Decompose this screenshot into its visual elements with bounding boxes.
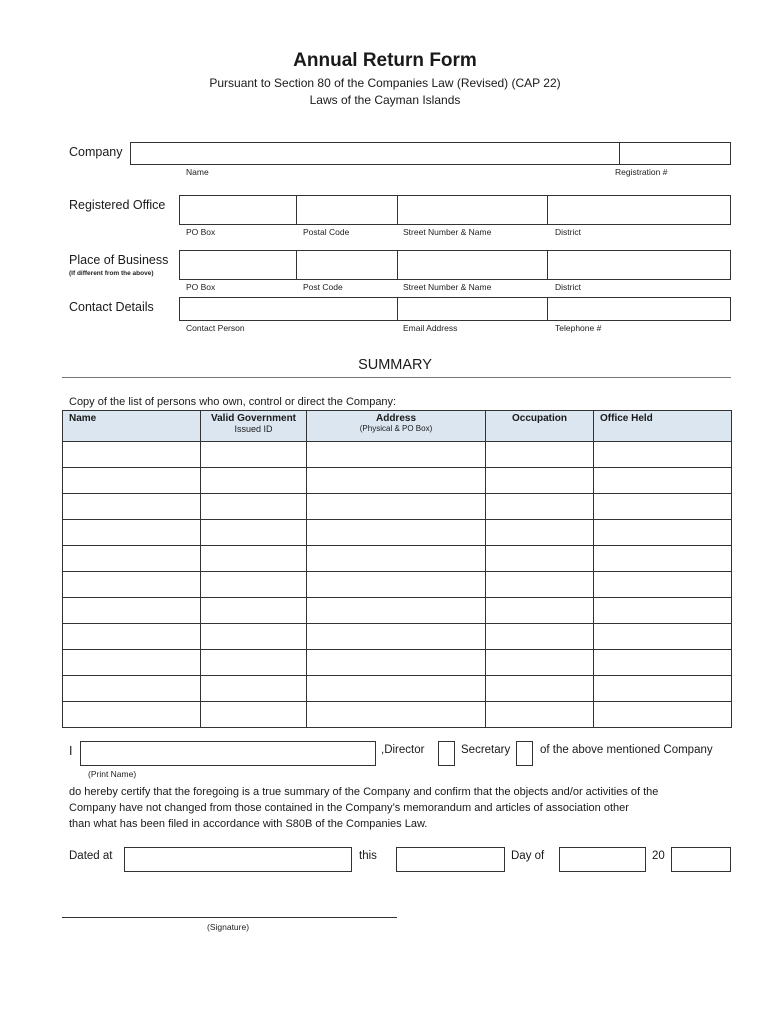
table-row	[63, 598, 732, 624]
contact-person-caption: Contact Person	[186, 323, 245, 333]
column-header-id	[201, 411, 307, 442]
table-cell[interactable]	[486, 676, 594, 702]
table-cell[interactable]	[307, 676, 486, 702]
form-subtitle-law: Pursuant to Section 80 of the Companies Law (Revised) (CAP 22)	[209, 76, 561, 90]
certify-text-line1: do hereby certify that the foregoing is a true summary of the Company and confirm that the objects and/or activities of the	[69, 786, 659, 798]
registered-office-district-field[interactable]	[547, 195, 731, 225]
registered-office-pobox-field[interactable]	[179, 195, 297, 225]
contact-telephone-field[interactable]	[547, 297, 731, 321]
table-row	[63, 702, 732, 728]
table-cell[interactable]	[63, 442, 201, 468]
table-cell[interactable]	[486, 650, 594, 676]
director-checkbox[interactable]	[438, 741, 455, 766]
table-row	[63, 442, 732, 468]
registered-office-district-caption: District	[555, 227, 581, 237]
table-cell[interactable]	[307, 442, 486, 468]
certify-text-line2: Company have not changed from those contained in the Company’s memorandum and articles of association other	[69, 802, 629, 814]
mentioned-company-text: of the above mentioned Company	[540, 744, 713, 756]
table-cell[interactable]	[63, 676, 201, 702]
contact-email-caption: Email Address	[403, 323, 458, 333]
dated-at-field[interactable]	[124, 847, 352, 872]
signature-caption: (Signature)	[207, 922, 250, 932]
table-cell[interactable]	[594, 572, 732, 598]
table-cell[interactable]	[201, 442, 307, 468]
place-of-business-note: (If different from the above)	[69, 270, 154, 277]
persons-table	[62, 410, 732, 728]
business-street-caption: Street Number & Name	[403, 282, 492, 292]
table-cell[interactable]	[63, 468, 201, 494]
month-field[interactable]	[559, 847, 646, 872]
table-cell[interactable]	[63, 598, 201, 624]
table-row	[63, 546, 732, 572]
table-row	[63, 520, 732, 546]
table-cell[interactable]	[486, 598, 594, 624]
table-cell[interactable]	[486, 546, 594, 572]
secretary-label: Secretary	[461, 744, 511, 756]
table-cell[interactable]	[486, 572, 594, 598]
company-name-field[interactable]	[130, 142, 620, 165]
business-street-field[interactable]	[397, 250, 548, 280]
business-postcode-field[interactable]	[296, 250, 398, 280]
business-pobox-caption: PO Box	[186, 282, 216, 292]
persons-table-header	[63, 411, 732, 442]
table-cell[interactable]	[63, 702, 201, 728]
day-of-label: Day of	[511, 850, 545, 862]
table-cell[interactable]	[594, 702, 732, 728]
table-cell[interactable]	[201, 572, 307, 598]
contact-telephone-caption: Telephone #	[555, 323, 602, 333]
column-header-id-line2: Issued ID	[234, 424, 273, 434]
company-registration-caption: Registration #	[615, 167, 668, 177]
registered-office-street-field[interactable]	[397, 195, 548, 225]
year-prefix-label: 20	[652, 850, 665, 862]
this-label: this	[359, 850, 377, 862]
column-header-occupation: Occupation	[486, 411, 594, 442]
signature-line[interactable]	[62, 917, 397, 918]
company-name-caption: Name	[186, 167, 209, 177]
table-cell[interactable]	[307, 650, 486, 676]
year-field[interactable]	[671, 847, 731, 872]
summary-divider	[62, 377, 731, 378]
table-cell[interactable]	[307, 624, 486, 650]
column-header-address	[307, 411, 486, 442]
secretary-checkbox[interactable]	[516, 741, 533, 766]
business-district-field[interactable]	[547, 250, 731, 280]
contact-person-field[interactable]	[179, 297, 398, 321]
table-cell[interactable]	[201, 468, 307, 494]
company-label: Company	[69, 145, 123, 159]
table-cell[interactable]	[201, 650, 307, 676]
table-cell[interactable]	[307, 520, 486, 546]
business-postcode-caption: Post Code	[303, 282, 343, 292]
business-district-caption: District	[555, 282, 581, 292]
table-cell[interactable]	[594, 520, 732, 546]
column-header-address-title: Address	[375, 413, 416, 424]
print-name-caption: (Print Name)	[88, 769, 137, 779]
certify-i-label: I	[69, 744, 73, 758]
column-header-address-sub: (Physical & PO Box)	[359, 424, 433, 433]
registered-office-postal-field[interactable]	[296, 195, 398, 225]
table-cell[interactable]	[201, 520, 307, 546]
table-cell[interactable]	[307, 572, 486, 598]
table-row	[63, 572, 732, 598]
table-cell[interactable]	[201, 676, 307, 702]
table-cell[interactable]	[63, 624, 201, 650]
table-cell[interactable]	[201, 702, 307, 728]
registered-office-street-caption: Street Number & Name	[403, 227, 492, 237]
column-header-name: Name	[63, 411, 201, 442]
place-of-business-label: Place of Business	[69, 253, 169, 267]
registered-office-pobox-caption: PO Box	[186, 227, 216, 237]
table-cell[interactable]	[201, 494, 307, 520]
table-cell[interactable]	[201, 598, 307, 624]
table-cell[interactable]	[307, 598, 486, 624]
director-label: ,Director	[381, 744, 425, 756]
business-pobox-field[interactable]	[179, 250, 297, 280]
print-name-field[interactable]	[80, 741, 376, 766]
table-cell[interactable]	[63, 572, 201, 598]
table-cell[interactable]	[486, 702, 594, 728]
table-cell[interactable]	[307, 702, 486, 728]
company-registration-field[interactable]	[619, 142, 731, 165]
certify-text-line3: than what has been filed in accordance with S80B of the Companies Law.	[69, 818, 428, 830]
table-cell[interactable]	[201, 624, 307, 650]
table-cell[interactable]	[63, 546, 201, 572]
table-cell[interactable]	[594, 676, 732, 702]
table-cell[interactable]	[307, 468, 486, 494]
day-field[interactable]	[396, 847, 505, 872]
column-header-office: Office Held	[594, 411, 732, 442]
table-cell[interactable]	[63, 494, 201, 520]
table-cell[interactable]	[307, 494, 486, 520]
table-cell[interactable]	[63, 520, 201, 546]
table-cell[interactable]	[486, 468, 594, 494]
table-cell[interactable]	[63, 650, 201, 676]
table-cell[interactable]	[594, 624, 732, 650]
table-cell[interactable]	[486, 520, 594, 546]
table-cell[interactable]	[201, 546, 307, 572]
registered-office-label: Registered Office	[69, 198, 166, 212]
column-header-id-line1: Valid Government	[210, 413, 297, 424]
registered-office-postal-caption: Postal Code	[303, 227, 350, 237]
table-cell[interactable]	[594, 468, 732, 494]
table-row	[63, 494, 732, 520]
contact-email-field[interactable]	[397, 297, 548, 321]
table-cell[interactable]	[594, 546, 732, 572]
table-cell[interactable]	[307, 546, 486, 572]
table-cell[interactable]	[486, 624, 594, 650]
summary-heading: SUMMARY	[358, 357, 432, 373]
summary-intro: Copy of the list of persons who own, control or direct the Company:	[69, 396, 397, 408]
form-title: Annual Return Form	[293, 50, 477, 71]
form-subtitle-jurisdiction: Laws of the Cayman Islands	[309, 93, 461, 107]
table-row	[63, 468, 732, 494]
table-cell[interactable]	[594, 494, 732, 520]
table-cell[interactable]	[594, 442, 732, 468]
dated-at-label: Dated at	[69, 850, 113, 862]
table-row	[63, 676, 732, 702]
contact-details-label: Contact Details	[69, 300, 154, 314]
table-row	[63, 650, 732, 676]
table-cell[interactable]	[486, 494, 594, 520]
table-row	[63, 624, 732, 650]
table-cell[interactable]	[594, 598, 732, 624]
table-cell[interactable]	[594, 650, 732, 676]
table-cell[interactable]	[486, 442, 594, 468]
